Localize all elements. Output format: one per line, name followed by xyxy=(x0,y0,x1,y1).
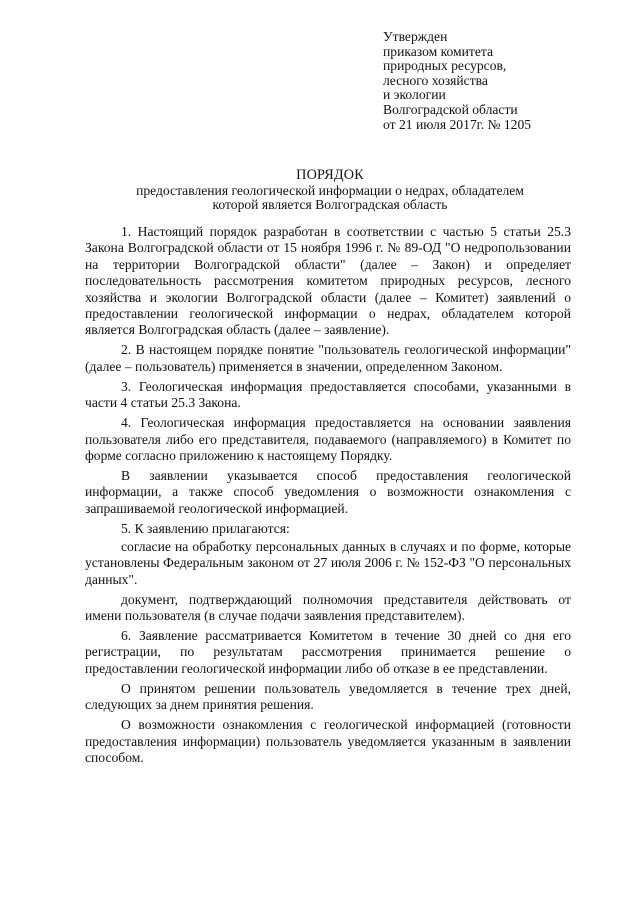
paragraph: 6. Заявление рассматривается Комитетом в течение 30 дней со дня его регистрации, по результатам рассмотрения принимается решение о предоставлении геологической информации либо об отказе в ее представлении. xyxy=(85,628,571,676)
approval-line: и экологии xyxy=(383,87,446,103)
approval-line: природных ресурсов, xyxy=(383,58,507,74)
paragraph: документ, подтверждающий полномочия представителя действовать от имени пользователя (в случае подачи заявления представителем). xyxy=(85,591,571,623)
approval-line: Утвержден xyxy=(383,29,448,44)
subtitle-line: предоставления геологической информации о недрах, обладателем xyxy=(136,183,524,198)
paragraph: В заявлении указывается способ предоставления геологической информации, а также способ уведомления о возможности ознакомления с запрашиваемой геологической информацией. xyxy=(85,468,571,516)
paragraph: О возможности ознакомления с геологической информацией (готовности предоставления информации) пользователь уведомляется указанным в заявлении способом. xyxy=(85,717,571,766)
paragraph: 3. Геологическая информация предоставляется способами, указанными в части 4 статьи 25.3 Закона. xyxy=(85,378,571,411)
document-subtitle xyxy=(60,184,600,212)
paragraph: 2. В настоящем порядке понятие "пользователь геологической информации" (далее – пользователь) применяется в значении, определенном Законом. xyxy=(85,342,571,374)
paragraph: 5. К заявлению прилагаются: xyxy=(121,520,290,536)
paragraph: О принятом решении пользователь уведомляется в течение трех дней, следующих за днем принятия решения. xyxy=(85,680,571,713)
document-body xyxy=(85,224,571,770)
document-title: ПОРЯДОК xyxy=(296,167,364,183)
paragraph: 4. Геологическая информация предоставляется на основании заявления пользователя либо его представителя, подаваемого (направляемого) в Комитет по форме согласно приложению к настоящему Порядку. xyxy=(85,415,571,464)
approval-line: лесного хозяйства xyxy=(383,72,488,88)
subtitle-line: которой является Волгоградская область xyxy=(212,197,448,213)
approval-line: приказом комитета xyxy=(383,43,494,59)
approval-stamp xyxy=(383,30,613,132)
paragraph: согласие на обработку персональных данных в случаях и по форме, которые установлены Федеральным законом от 27 июля 2006 г. № 152-ФЗ "О персональных данных". xyxy=(85,538,571,587)
paragraph: 1. Настоящий порядок разработан в соответствии с частью 5 статьи 25.3 Закона Волгоградской области от 15 ноября 1996 г. № 89-ОД "О недропользовании на территории Волгоградской области" (далее – Закон) и определяет последовательность рассмотрения комитетом природных ресурсов, лесного хозяйства и экологии Волгоградской области (далее – Комитет) заявлений о предоставлении геологической информации о недрах, обладателем которой является Волгоградская область (далее – заявление). xyxy=(85,224,571,338)
approval-line: от 21 июля 2017г. № 1205 xyxy=(383,116,532,132)
approval-line: Волгоградской области xyxy=(383,101,518,117)
